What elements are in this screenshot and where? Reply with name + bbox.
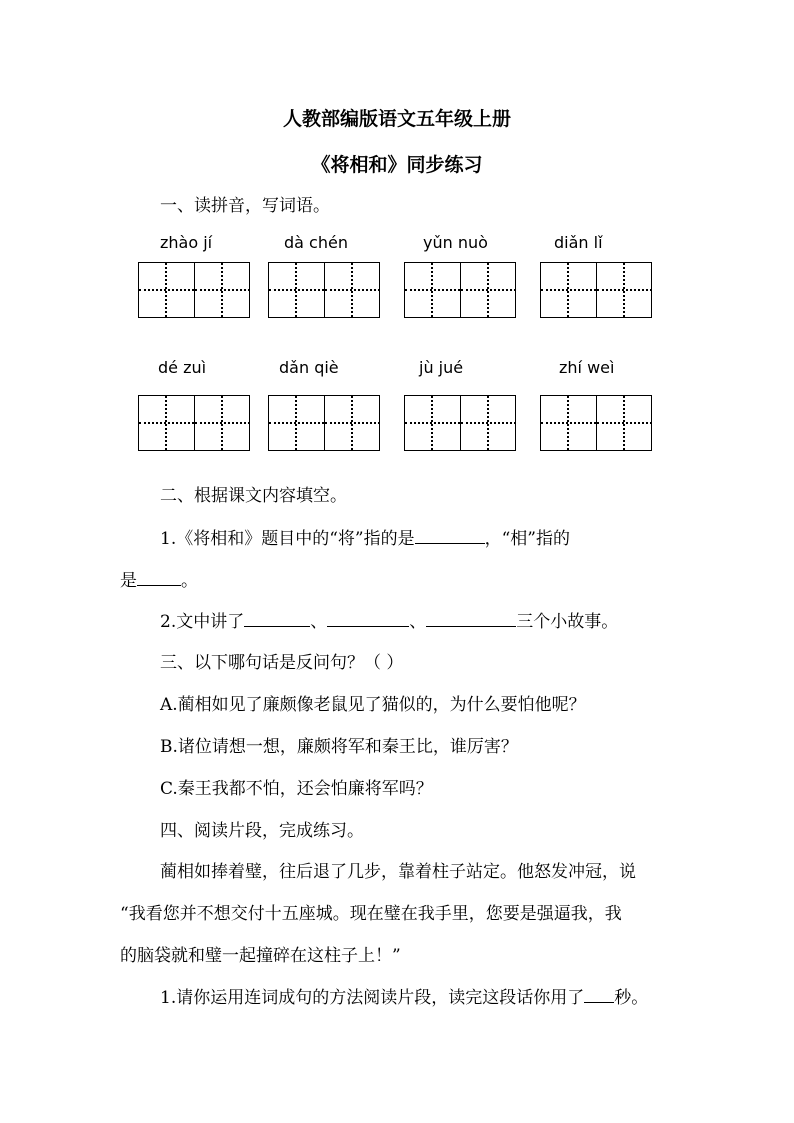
writing-cell[interactable] [195,263,250,317]
answer-blank[interactable] [426,612,516,627]
section4-heading: 四、阅读片段，完成练习。 [160,821,364,841]
writing-cell[interactable] [597,263,652,317]
question-2-2 [160,607,618,632]
answer-blank[interactable] [415,529,485,544]
writing-cell[interactable] [139,396,195,450]
writing-cell[interactable] [405,263,461,317]
option-b: B.诸位请想一想，廉颇将军和秦王比，谁厉害？ [160,737,518,757]
section3-heading: 三、以下哪句话是反问句？（ ） [160,653,404,673]
answer-blank[interactable] [584,988,614,1003]
pinyin-label: dé zuì [158,358,207,377]
question-2-1 [160,524,570,549]
question-text: 。 [181,571,198,591]
writing-grid[interactable] [404,395,516,451]
pinyin-label: zhào jí [160,233,213,252]
page-subtitle: 《将相和》同步练习 [311,154,483,176]
question-text: 2.文中讲了 [160,612,245,632]
option-a: A.蔺相如见了廉颇像老鼠见了猫似的，为什么要怕他呢？ [160,695,586,715]
writing-cell[interactable] [139,263,195,317]
question-text: 三个小故事。 [516,612,619,632]
pinyin-label: yǔn nuò [423,233,488,252]
question-text: 1.请你运用连词成句的方法阅读片段，读完这段话你用了 [160,988,585,1008]
writing-grid[interactable] [404,262,516,318]
writing-cell[interactable] [541,396,597,450]
question-text: 秒。 [614,988,649,1008]
pinyin-label: diǎn lǐ [554,233,603,252]
writing-cell[interactable] [541,263,597,317]
answer-blank[interactable] [137,571,181,586]
section2-heading: 二、根据课文内容填空。 [160,486,347,506]
question-text: ，“相”指的 [484,529,570,549]
writing-grid[interactable] [268,395,380,451]
writing-cell[interactable] [597,396,652,450]
writing-cell[interactable] [461,263,516,317]
writing-cell[interactable] [269,396,325,450]
writing-grid[interactable] [268,262,380,318]
question-2-1-cont [120,566,198,591]
writing-grid[interactable] [540,395,652,451]
answer-blank[interactable] [327,612,409,627]
writing-cell[interactable] [325,263,380,317]
pinyin-label: dà chén [284,233,348,252]
writing-grid[interactable] [138,262,250,318]
writing-cell[interactable] [195,396,250,450]
passage-line: 蔺相如捧着璧，往后退了几步，靠着柱子站定。他怒发冲冠，说 [160,862,636,882]
section1-heading: 一、读拼音，写词语。 [160,196,330,216]
writing-cell[interactable] [325,396,380,450]
writing-cell[interactable] [405,396,461,450]
pinyin-label: zhí weì [559,358,615,377]
separator: 、 [310,612,328,632]
passage-line: “我看您并不想交付十五座城。现在璧在我手里，您要是强逼我，我 [120,904,622,924]
separator: 、 [409,612,427,632]
answer-blank[interactable] [244,612,310,627]
writing-grid[interactable] [138,395,250,451]
writing-grid[interactable] [540,262,652,318]
page-title: 人教部编版语文五年级上册 [282,108,511,130]
writing-cell[interactable] [461,396,516,450]
question-text: 是 [120,571,137,591]
option-c: C.秦王我都不怕，还会怕廉将军吗？ [160,779,433,799]
passage-line: 的脑袋就和璧一起撞碎在这柱子上！” [120,946,401,966]
writing-cell[interactable] [269,263,325,317]
pinyin-label: jù jué [419,358,464,377]
question-text: 1.《将相和》题目中的“将”指的是 [160,529,415,549]
pinyin-label: dǎn qiè [279,358,339,377]
question-4-1 [160,983,648,1008]
